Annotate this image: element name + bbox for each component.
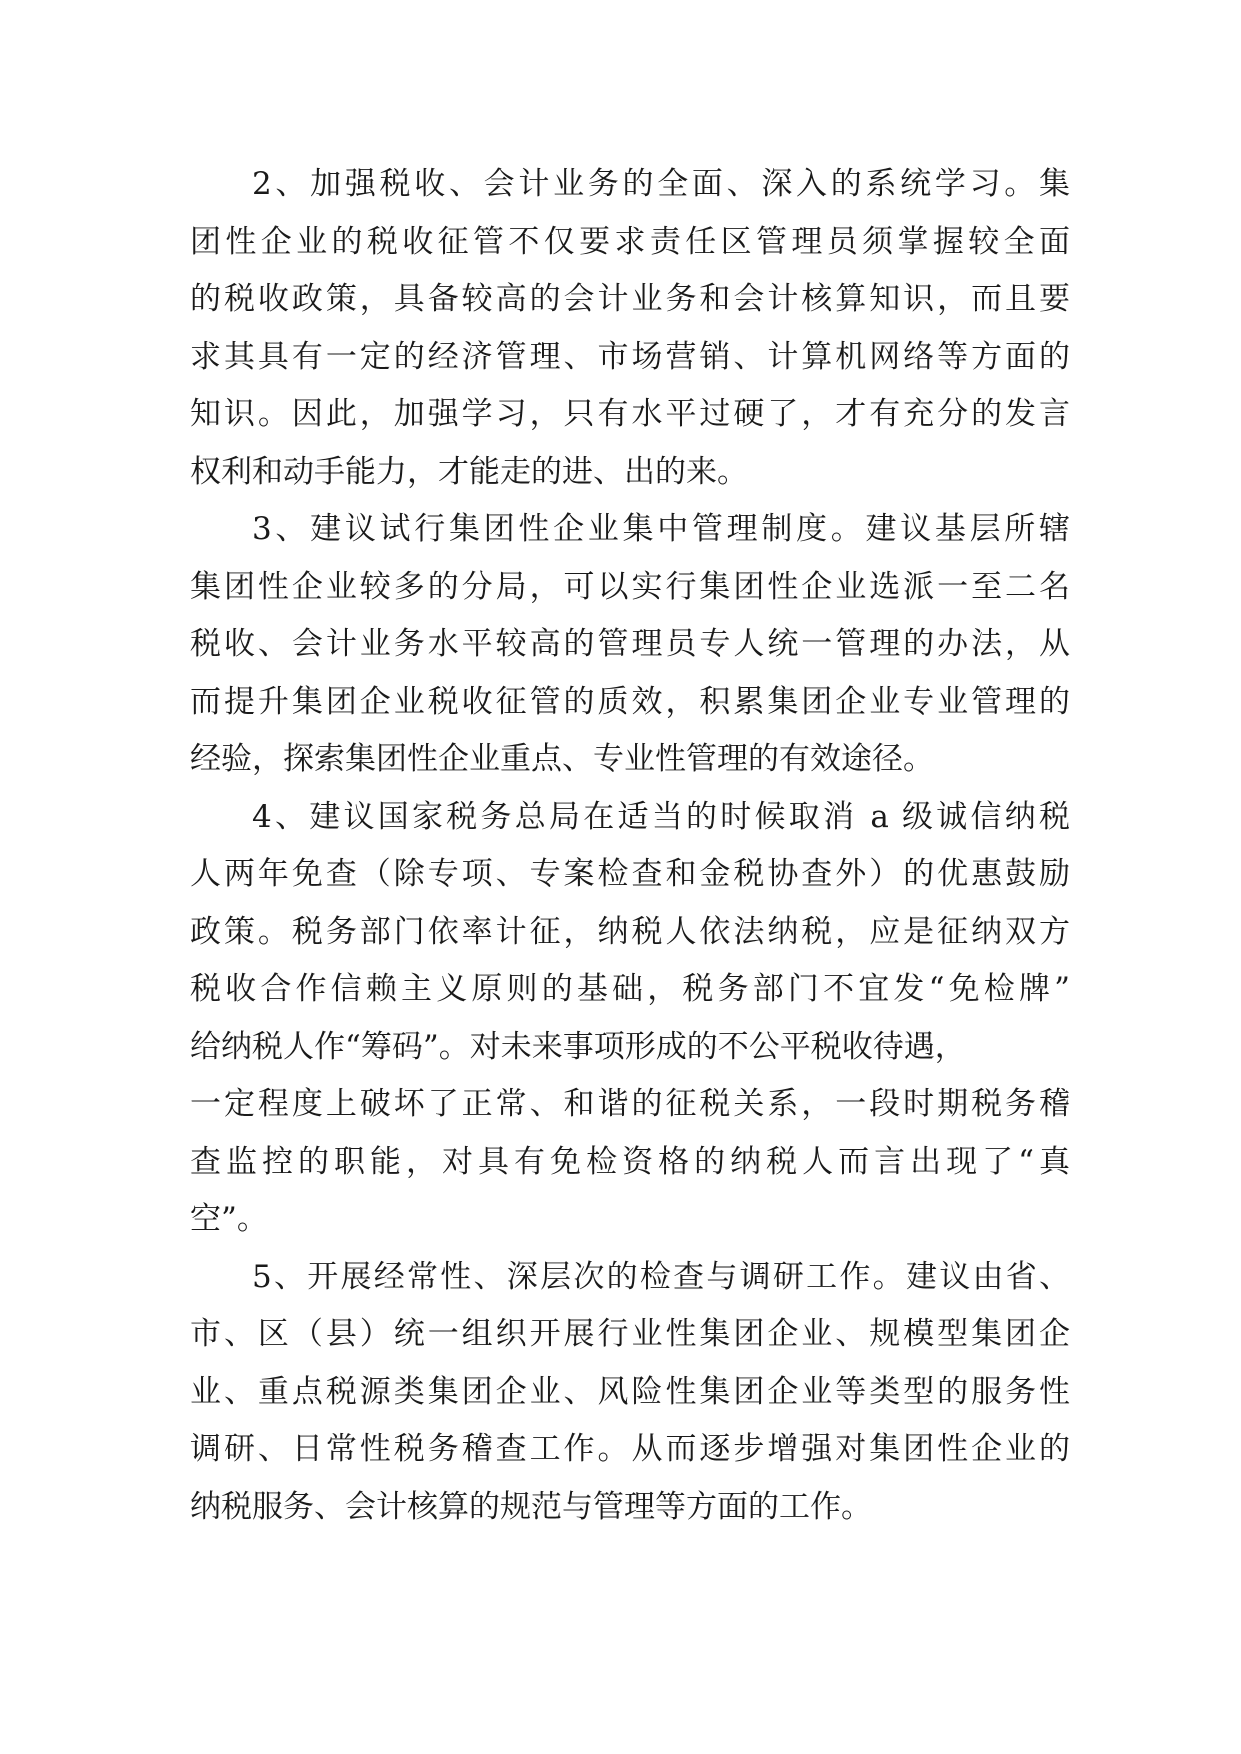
paragraph-5-line-4: 调研、日常性税务稽查工作。从而逐步增强对集团性企业的 bbox=[190, 1431, 1070, 1467]
paragraph-3-line-1: 3、建议试行集团性企业集中管理制度。建议基层所辖 bbox=[252, 511, 1070, 547]
paragraph-5-line-5: 纳税服务、会计核算的规范与管理等方面的工作。 bbox=[190, 1489, 872, 1525]
paragraph-3-line-2: 集团性企业较多的分局，可以实行集团性企业选派一至二名 bbox=[190, 569, 1070, 605]
paragraph-3-line-4: 而提升集团企业税收征管的质效，积累集团企业专业管理的 bbox=[190, 684, 1070, 720]
paragraph-3-line-3: 税收、会计业务水平较高的管理员专人统一管理的办法，从 bbox=[190, 626, 1070, 662]
paragraph-2-line-6: 权利和动手能力，才能走的进、出的来。 bbox=[190, 454, 748, 490]
paragraph-5-line-3: 业、重点税源类集团企业、风险性集团企业等类型的服务性 bbox=[190, 1374, 1070, 1410]
paragraph-2-line-1: 2、加强税收、会计业务的全面、深入的系统学习。集 bbox=[252, 166, 1070, 202]
paragraph-4-line-1: 4、建议国家税务总局在适当的时候取消 a 级诚信纳税 bbox=[252, 799, 1070, 835]
paragraph-5-line-1: 5、开展经常性、深层次的检查与调研工作。建议由省、 bbox=[252, 1259, 1070, 1295]
paragraph-4-line-6: 一定程度上破坏了正常、和谐的征税关系，一段时期税务稽 bbox=[190, 1086, 1070, 1122]
paragraph-4-line-7: 查监控的职能，对具有免检资格的纳税人而言出现了“真 bbox=[190, 1144, 1070, 1180]
paragraph-2-line-2: 团性企业的税收征管不仅要求责任区管理员须掌握较全面 bbox=[190, 224, 1070, 260]
paragraph-4-line-3: 政策。税务部门依率计征，纳税人依法纳税，应是征纳双方 bbox=[190, 914, 1070, 950]
paragraph-3-line-5: 经验，探索集团性企业重点、专业性管理的有效途径。 bbox=[190, 741, 934, 777]
paragraph-4-line-2: 人两年免查（除专项、专案检查和金税协查外）的优惠鼓励 bbox=[190, 856, 1070, 892]
paragraph-2-line-4: 求其具有一定的经济管理、市场营销、计算机网络等方面的 bbox=[190, 339, 1070, 375]
paragraph-4-line-4: 税收合作信赖主义原则的基础，税务部门不宜发“免检牌” bbox=[190, 971, 1070, 1007]
paragraph-4-line-8: 空”。 bbox=[190, 1201, 268, 1237]
paragraph-2-line-3: 的税收政策，具备较高的会计业务和会计核算知识，而且要 bbox=[190, 281, 1070, 317]
paragraph-5-line-2: 市、区（县）统一组织开展行业性集团企业、规模型集团企 bbox=[190, 1316, 1070, 1352]
paragraph-4-line-5: 给纳税人作“筹码”。对未来事项形成的不公平税收待遇， bbox=[190, 1029, 966, 1065]
paragraph-2-line-5: 知识。因此，加强学习，只有水平过硬了，才有充分的发言 bbox=[190, 396, 1070, 432]
